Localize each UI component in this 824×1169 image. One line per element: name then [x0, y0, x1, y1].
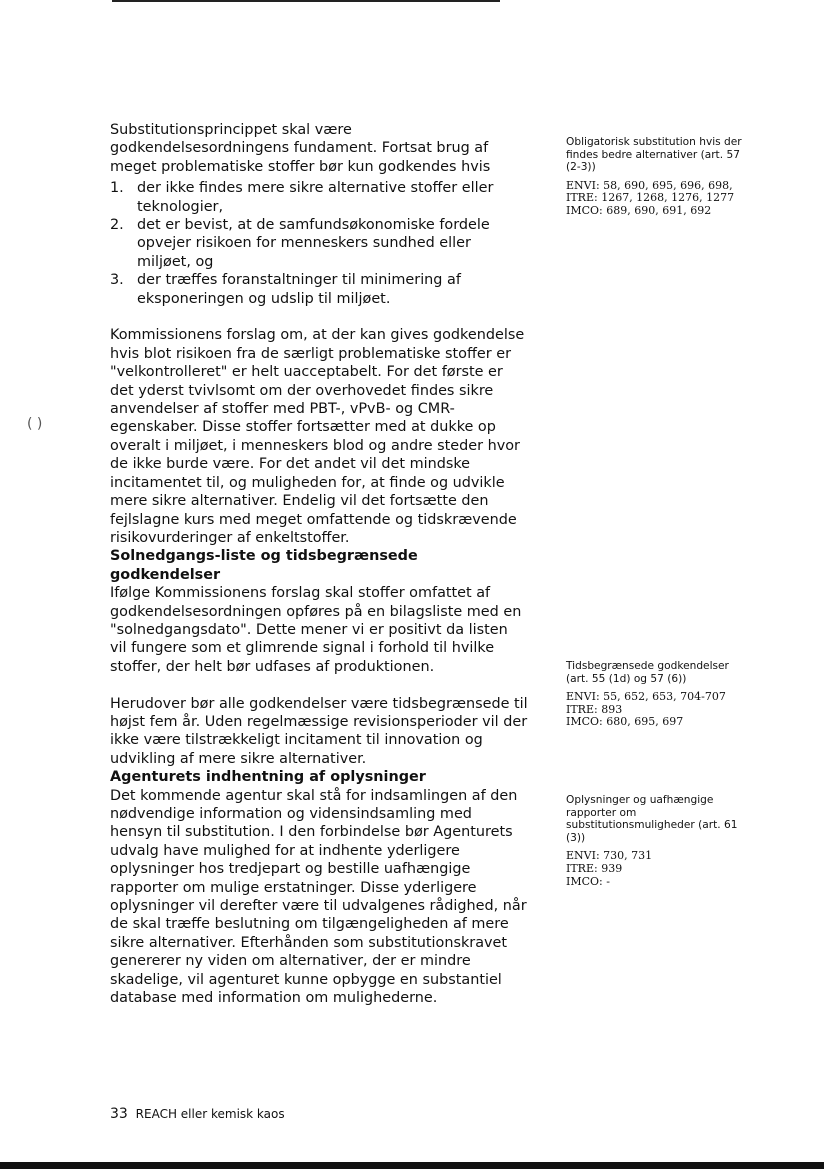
top-rule: [112, 0, 500, 2]
paragraph-time-limit: Herudover bør alle godkendelser være tidsbegrænsede til højst fem år. Uden regelmæssige revisionsperioder vil der ikke være tilstrækkeligt incitament til innovation og udvikling af mere sikre alternativer.: [110, 695, 528, 767]
list-item: 1. der ikke findes mere sikre alternative stoffer eller teknologier,: [110, 180, 494, 215]
side-note-time-limited: Tidsbegrænsede godkendelser (art. 55 (1d) og 57 (6)) ENVI: 55, 652, 653, 704-707 ITRE: 893 IMCO: 680, 695, 697: [566, 660, 729, 729]
paragraph-commission: Kommissionens forslag om, at der kan gives godkendelse hvis blot risikoen fra de særligt problematiske stoffer er "velkontrolleret" er helt uacceptabelt. For det første er det yderst tvivlsomt om der overhovedet findes sikre anvendelser af stoffer med PBT-, vPvB- og CMR-egenskaber. Disse stoffer fortsætter med at dukke op overalt i miljøet, i menneskers blod og andre steder hvor de ikke burde være. For det andet vil det mindske incitamentet til, og muligheden for, at finde og udvikle mere sikre alternativer. Endelig vil det fortsætte den fejlslagne kurs med meget omfattende og tidskrævende risikovurderinger af enkeltstoffer.: [110, 327, 525, 546]
section-heading-agency: Agenturets indhentning af oplysninger: [110, 769, 426, 786]
paragraph-agency: Det kommende agentur skal stå for indsamlingen af den nødvendige information og vidensindsamling med hensyn til substitution. I den forbindelse bør Agenturets udvalg have mulighed for at indhente yderligere oplysninger hos tredjepart og bestille uafhængige rapporter om mulige erstatninger. Disse yderligere oplysninger vil derefter være til udvalgenes rådighed, når de skal træffe beslutning om tilgængeligheden af mere sikre alternativer. Efterhånden som substitutionskravet genererer ny viden om alternativer, der er mindre skadelige, vil agenturet kunne opbygge en substantiel database med information om mulighederne.: [110, 787, 527, 1007]
main-column: [110, 121, 528, 1007]
section-heading-sunset: Solnedgangs-liste og tidsbegrænsede godkendelser: [110, 548, 418, 583]
side-note-substitution: Obligatorisk substitution hvis der findes bedre alternativer (art. 57 (2-3)) ENVI: 58, 690, 695, 696, 698, ITRE: 1267, 1268, 1276, 1277 IMCO: 689, 690, 691, 692: [566, 136, 742, 217]
conditions-list: [110, 179, 528, 308]
margin-mark: ( ): [27, 416, 43, 432]
footer-title: REACH eller kemisk kaos: [135, 1107, 285, 1121]
list-item: 2. det er bevist, at de samfundsøkonomiske fordele opvejer risikoen for menneskers sundhed eller miljøet, og: [110, 217, 490, 270]
bottom-rule: [0, 1162, 824, 1169]
paragraph-sunset-list: Ifølge Kommissionens forslag skal stoffer omfattet af godkendelsesordningen opføres på en bilagsliste med en "solnedgangsdato". Dette mener vi er positivt da listen vil fungere som et glimrende signal i forhold til hvilke stoffer, der helt bør udfases af produktionen.: [110, 585, 522, 675]
page-footer: [110, 1106, 285, 1122]
page-number: 33: [110, 1106, 128, 1122]
intro-paragraph: Substitutionsprincippet skal være godkendelsesordningens fundament. Fortsat brug af meget problematiske stoffer bør kun godkendes hvis: [110, 122, 491, 175]
side-note-information: Oplysninger og uafhængige rapporter om substitutionsmuligheder (art. 61 (3)) ENVI: 730, 731 ITRE: 939 IMCO: -: [566, 794, 738, 888]
list-item: 3. der træffes foranstaltninger til minimering af eksponeringen og udslip til miljøet.: [110, 272, 461, 307]
